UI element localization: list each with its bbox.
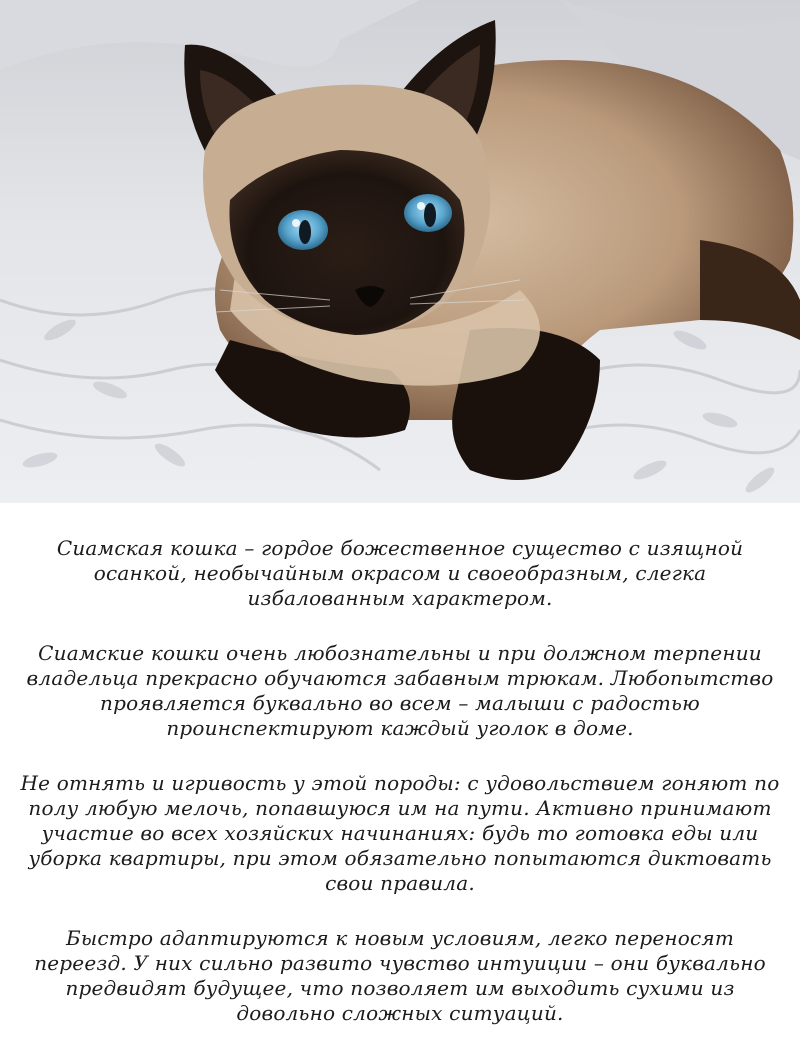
article-text: [20, 536, 780, 1056]
cat-right-pupil: [424, 203, 436, 227]
cat-photo: [0, 0, 800, 503]
paragraph-2: Сиамские кошки очень любознательны и при должном терпении владельца прекрасно обучаются забавным трюкам. Любопытство проявляется буквально во всем – малыши с радостью проинспектируют каждый уголок в доме.: [26, 641, 774, 740]
cat-left-pupil: [299, 220, 311, 244]
cat-left-eye-highlight: [292, 219, 300, 227]
cat-photo-illustration: [0, 0, 800, 503]
paragraph-4: Быстро адаптируются к новым условиям, легко переносят переезд. У них сильно развито чувство интуиции – они буквально предвидят будущее, что позволяет им выходить сухими из довольно сложных ситуаций.: [34, 926, 766, 1025]
paragraph-3: Не отнять и игривость у этой породы: с удовольствием гоняют по полу любую мелочь, попавшуюся им на пути. Активно принимают участие во всех хозяйских начинаниях: будь то готовка еды или уборка квартиры, при этом обязательно попытаются диктовать свои правила.: [20, 771, 780, 895]
paragraph-1: Сиамская кошка – гордое божественное существо с изящной осанкой, необычайным окрасом и своеобразным, слегка избалованным характером.: [56, 536, 744, 610]
cat-right-eye-highlight: [417, 202, 425, 210]
